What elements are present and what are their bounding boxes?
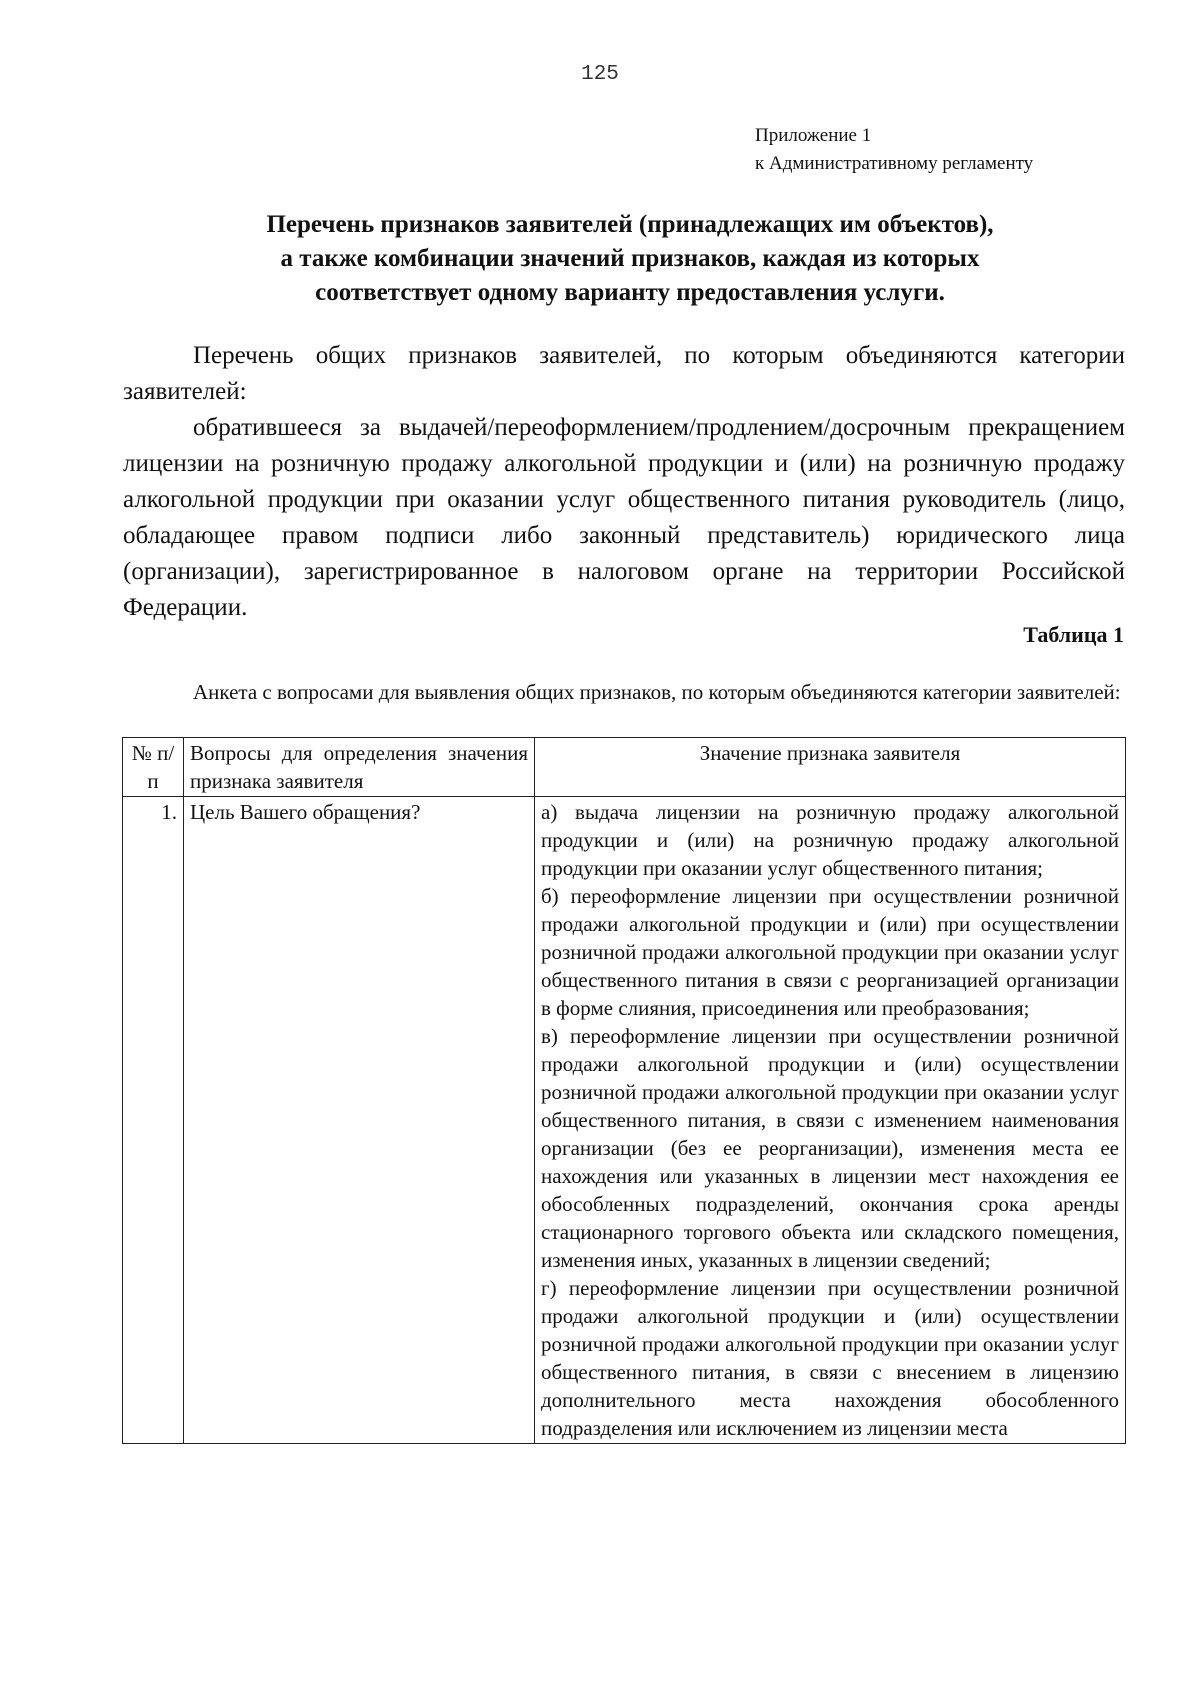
title-line-3: соответствует одному варианту предоставления услуги.: [315, 279, 945, 306]
table-row: [123, 797, 1126, 1444]
value-option-d: г) переоформление лицензии при осуществлении розничной продажи алкогольной продукции и (или) осуществлении розничной продажи алкогольной продукции при оказании услуг общественного питания, в связи с внесением в лицензию дополнительного места нахождения обособленного подразделения или исключением из лицензии места: [541, 1276, 1119, 1440]
intro-section: [123, 338, 1125, 626]
page-number: 125: [581, 63, 619, 86]
title-line-1: Перечень признаков заявителей (принадлежащих им объектов),: [266, 211, 994, 238]
title-line-2: а также комбинации значений признаков, каждая из которых: [280, 245, 980, 272]
row-number: 1.: [123, 797, 184, 1444]
header-num: № п/п: [123, 738, 184, 797]
appendix-note: [755, 122, 1033, 178]
intro-paragraph-2: обратившееся за выдачей/переоформлением/продлением/досрочным прекращением лицензии на розничную продажу алкогольной продукции и (или) на розничную продажу алкогольной продукции при оказании услуг общественного питания руководитель (лицо, обладающее правом подписи либо законный представитель) юридического лица (организации), зарегистрированное в налоговом органе на территории Российской Федерации.: [123, 414, 1125, 621]
header-value: Значение признака заявителя: [535, 738, 1126, 797]
header-question: Вопросы для определения значения признака заявителя: [184, 738, 535, 797]
survey-table: [122, 737, 1126, 1444]
row-question: Цель Вашего обращения?: [184, 797, 535, 1444]
document-title: [180, 208, 1080, 310]
appendix-line-2: к Административному регламенту: [755, 153, 1034, 174]
table-header-row: [123, 738, 1126, 797]
row-values: [535, 797, 1126, 1444]
value-option-b: б) переоформление лицензии при осуществлении розничной продажи алкогольной продукции и (или) при осуществлении розничной продажи алкогольной продукции при оказании услуг общественного питания в связи с реорганизацией организации в форме слияния, присоединения или преобразования;: [541, 884, 1119, 1020]
intro-paragraph-1: Перечень общих признаков заявителей, по которым объединяются категории заявителей:: [123, 342, 1125, 405]
value-option-c: в) переоформление лицензии при осуществлении розничной продажи алкогольной продукции и (или) осуществлении розничной продажи алкогольной продукции при оказании услуг общественного питания, в связи с изменением наименования организации (без ее реорганизации), изменения места ее нахождения или указанных в лицензии мест нахождения ее обособленных подразделений, окончания срока аренды стационарного торгового объекта или складского помещения, изменения иных, указанных в лицензии сведений;: [541, 1024, 1119, 1272]
appendix-line-1: Приложение 1: [755, 125, 872, 146]
survey-intro: Анкета с вопросами для выявления общих признаков, по которым объединяются категории заявителей:: [193, 680, 1121, 704]
value-option-a: а) выдача лицензии на розничную продажу алкогольной продукции и (или) на розничную продажу алкогольной продукции при оказании услуг общественного питания;: [541, 800, 1119, 880]
table-caption: Таблица 1: [1023, 622, 1124, 647]
